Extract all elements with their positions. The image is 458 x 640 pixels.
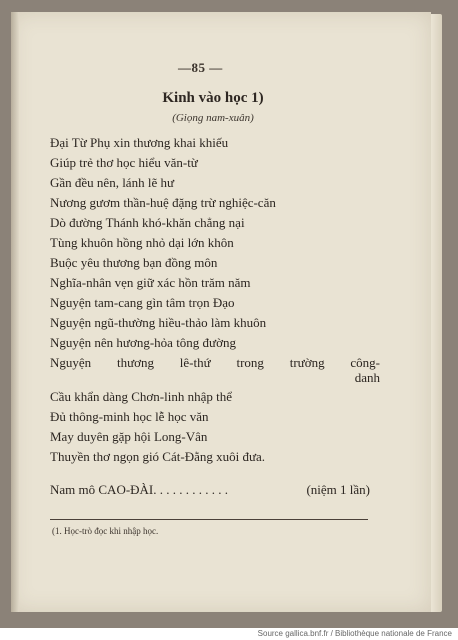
page-title: Kinh vào học 1) <box>162 90 264 106</box>
invocation-note: (niệm 1 lần) <box>306 482 370 497</box>
source-credit: Source gallica.bnf.fr / Bibliothèque nationale de France <box>257 629 452 638</box>
verse-line: Buộc yêu thương bạn đồng môn <box>50 255 218 270</box>
verse-line: Giúp trẻ thơ học hiểu văn-từ <box>50 155 198 170</box>
verse-line: Thuyền thơ ngọn gió Cát-Đằng xuôi đưa. <box>50 449 266 464</box>
verse-line: Nghĩa-nhân vẹn giữ xác hồn trăm năm <box>50 275 251 290</box>
verse-line: Đại Từ Phụ xin thương khai khiếu <box>50 135 229 150</box>
page-gutter <box>11 12 19 612</box>
page-subtitle: (Giọng nam-xuân) <box>172 112 254 124</box>
verse-line: Nguyện ngũ-thường hiều-thảo làm khuôn <box>50 315 267 330</box>
page-number: —85 — <box>178 60 223 75</box>
verse-line: Nguyện thương lê-thứ trong trường công- <box>50 355 380 370</box>
verse-line: Đủ thông-minh học lễ học văn <box>50 409 209 424</box>
verse-line: May duyên gặp hội Long-Vân <box>50 429 208 444</box>
verse-line: Nguyện tam-cang gìn tâm trọn Đạo <box>50 295 235 310</box>
verse-line: Nương gươm thần-huệ đặng trừ nghiệc-căn <box>50 195 276 210</box>
verse-list <box>50 133 380 467</box>
verse-line-continuation: danh <box>354 370 380 385</box>
closing-invocation <box>50 482 370 502</box>
footnote-divider <box>50 519 368 520</box>
verse-line: Dò đường Thánh khó-khăn chẳng nại <box>50 215 245 230</box>
footnote: (1. Học-trò đọc khi nhập học. <box>52 526 159 536</box>
verse-line: Gần đều nên, lánh lẽ hư <box>50 175 175 190</box>
verse-line: Nguyện nên hương-hỏa tông đường <box>50 335 236 350</box>
verse-line: Tùng khuôn hồng nhỏ dại lớn khôn <box>50 235 234 250</box>
invocation-text: Nam mô CAO-ĐÀI. . . . . . . . . . . . <box>50 482 229 497</box>
verse-line: Cầu khẩn dàng Chơn-linh nhập thể <box>50 389 232 404</box>
